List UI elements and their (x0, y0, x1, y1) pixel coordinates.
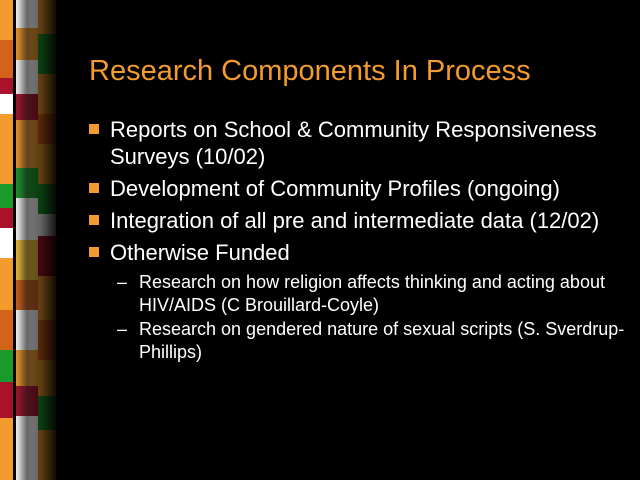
decorative-stripe-border (0, 0, 64, 480)
dash-bullet: – (117, 272, 128, 292)
bullet-item (89, 116, 629, 170)
square-bullet-icon (89, 183, 99, 193)
bullet-text: Integration of all pre and intermediate data (12/02) (110, 208, 600, 233)
bullet-item (89, 175, 629, 202)
sub-bullet-item (89, 271, 629, 317)
bullet-text: Development of Community Profiles (ongoing) (110, 176, 560, 201)
bullet-item (89, 207, 629, 234)
dash-bullet: – (117, 319, 128, 339)
square-bullet-icon (89, 247, 99, 257)
square-bullet-icon (89, 124, 99, 134)
bullet-text: Reports on School & Community Responsiveness Surveys (10/02) (110, 117, 597, 169)
sub-bullet-text: Research on how religion affects thinking and acting about HIV/AIDS (C Brouillard-Coyle) (139, 272, 605, 315)
square-bullet-icon (89, 215, 99, 225)
bullet-item (89, 239, 629, 266)
sub-bullet-text: Research on gendered nature of sexual scripts (S. Sverdrup-Phillips) (139, 319, 625, 362)
slide-title: Research Components In Process (89, 55, 531, 87)
sub-bullet-item (89, 318, 629, 364)
stripe-column (0, 0, 13, 480)
bullet-text: Otherwise Funded (110, 240, 290, 265)
bullet-list (89, 116, 629, 365)
